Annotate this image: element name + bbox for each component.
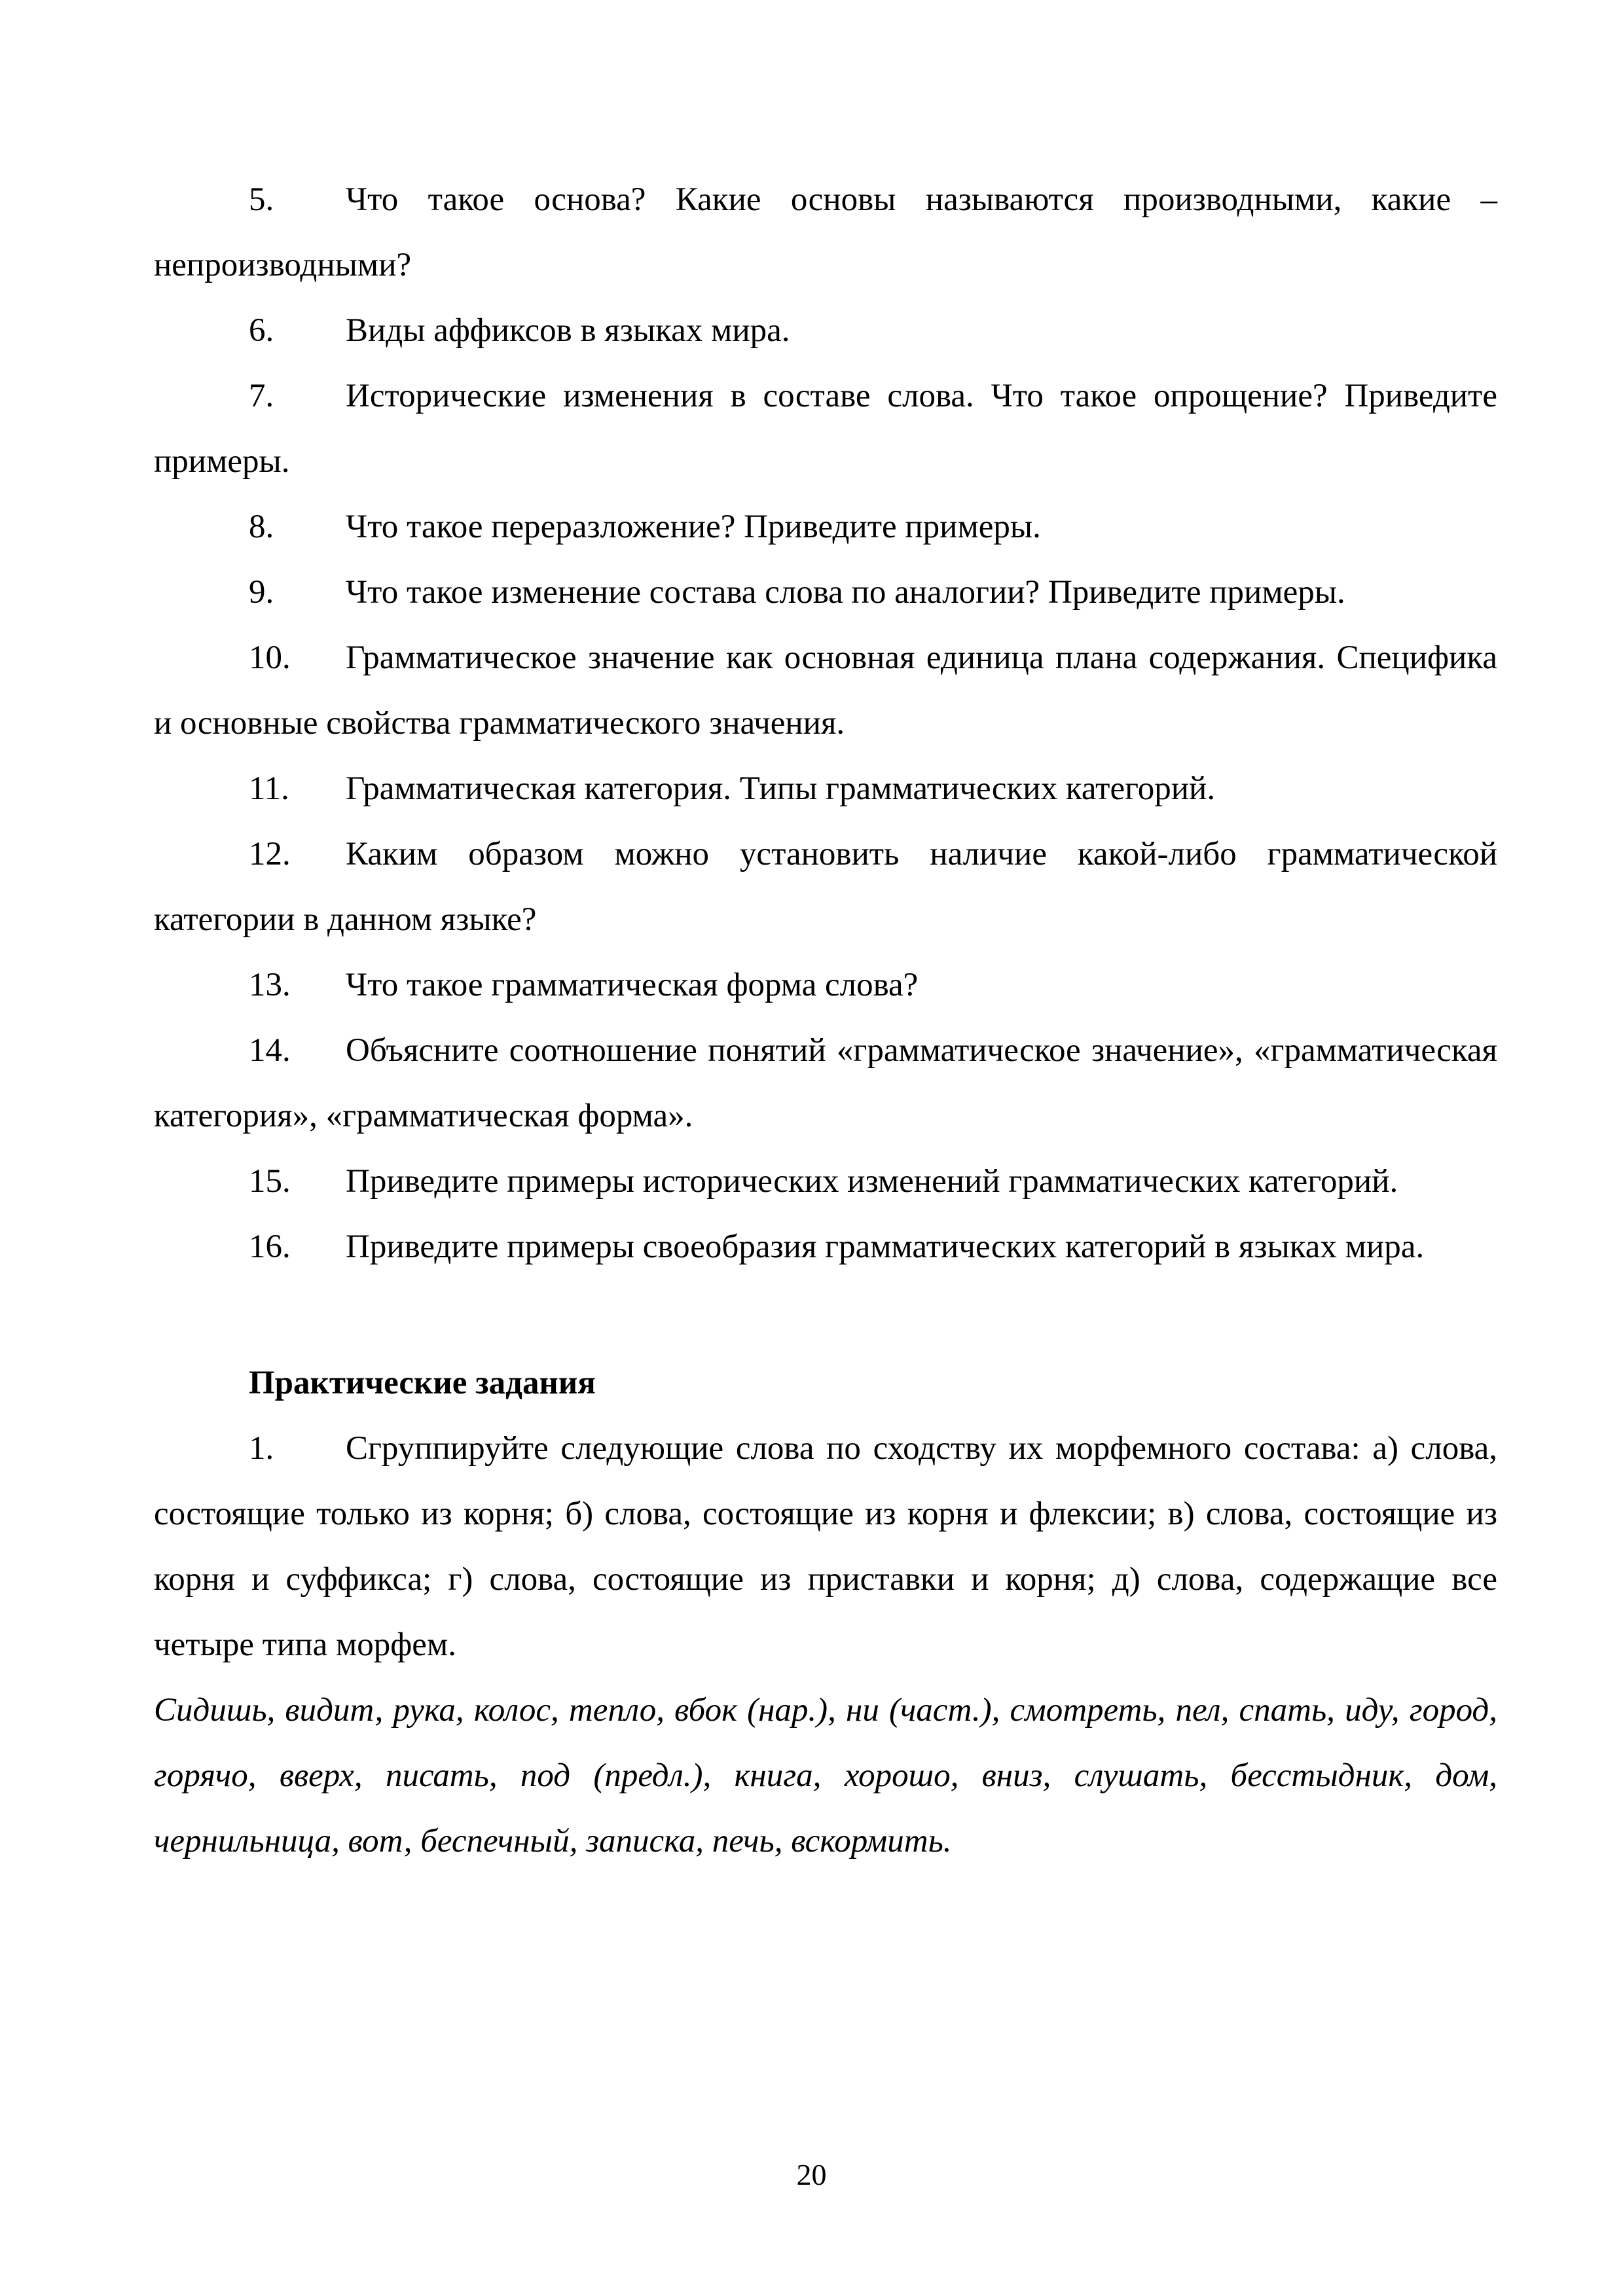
question-text: Грамматическая категория. Типы грамматических категорий.	[346, 770, 1216, 807]
question-text: Грамматическое значение как основная единица плана содержания. Специфика и основные свойства грамматического значения.	[154, 639, 1497, 742]
question-text: Что такое переразложение? Приведите примеры.	[346, 509, 1041, 545]
question-text: Приведите примеры своеобразия грамматических категорий в языках мира.	[346, 1229, 1425, 1265]
question-number: 9.	[249, 574, 274, 611]
practical-tasks-heading: Практические задания	[249, 1365, 596, 1401]
practical-task-1	[154, 1416, 1497, 1677]
question-number: 8.	[249, 509, 274, 545]
question-text: Объясните соотношение понятий «грамматическое значение», «грамматическая категория», «грамматическая форма».	[154, 1032, 1497, 1134]
task-text: Сгруппируйте следующие слова по сходству их морфемного состава: а) слова, состоящие только из корня; б) слова, состоящие из корня и флексии; в) слова, состоящие из корня и суффикса; г) слова, состоящие из приставки и корня; д) слова, содержащие все четыре типа морфем.	[154, 1430, 1497, 1663]
question-10	[154, 625, 1497, 756]
question-15	[154, 1149, 1497, 1214]
word-list: Сидишь, видит, рука, колос, тепло, вбок (нар.), ни (част.), смотреть, пел, спать, иду, город, горячо, вверх, писать, под (предл.), книга, хорошо, вниз, слушать, бесстыдник, дом, чернильница, вот, беспечный, записка, печь, вскормить.	[154, 1692, 1497, 1859]
question-12	[154, 821, 1497, 952]
question-11	[154, 756, 1497, 821]
question-text: Что такое основа? Какие основы называются производными, какие – непроизводными?	[154, 181, 1497, 283]
document-page	[154, 167, 1497, 1874]
question-number: 10.	[249, 639, 291, 676]
question-7	[154, 363, 1497, 494]
question-8	[154, 494, 1497, 560]
question-16	[154, 1214, 1497, 1280]
question-number: 12.	[249, 836, 291, 872]
question-text: Что такое грамматическая форма слова?	[346, 967, 919, 1003]
question-number: 13.	[249, 967, 291, 1003]
question-9	[154, 560, 1497, 625]
question-number: 14.	[249, 1032, 291, 1069]
question-text: Приведите примеры исторических изменений грамматических категорий.	[346, 1163, 1398, 1200]
question-number: 16.	[249, 1229, 291, 1265]
section-spacer	[154, 1280, 1497, 1350]
question-5	[154, 167, 1497, 298]
question-number: 15.	[249, 1163, 291, 1200]
question-text: Каким образом можно установить наличие какой-либо грамматической категории в данном языке?	[154, 836, 1497, 938]
question-number: 11.	[249, 770, 289, 807]
page-number: 20	[796, 2158, 827, 2191]
question-text: Виды аффиксов в языках мира.	[346, 312, 790, 349]
question-text: Что такое изменение состава слова по аналогии? Приведите примеры.	[346, 574, 1345, 611]
task-number: 1.	[249, 1430, 274, 1467]
question-number: 6.	[249, 312, 274, 349]
question-14	[154, 1018, 1497, 1149]
question-13	[154, 952, 1497, 1018]
question-text: Исторические изменения в составе слова. Что такое опрощение? Приведите примеры.	[154, 378, 1497, 480]
question-number: 5.	[249, 181, 274, 218]
question-number: 7.	[249, 378, 274, 414]
question-6	[154, 298, 1497, 363]
